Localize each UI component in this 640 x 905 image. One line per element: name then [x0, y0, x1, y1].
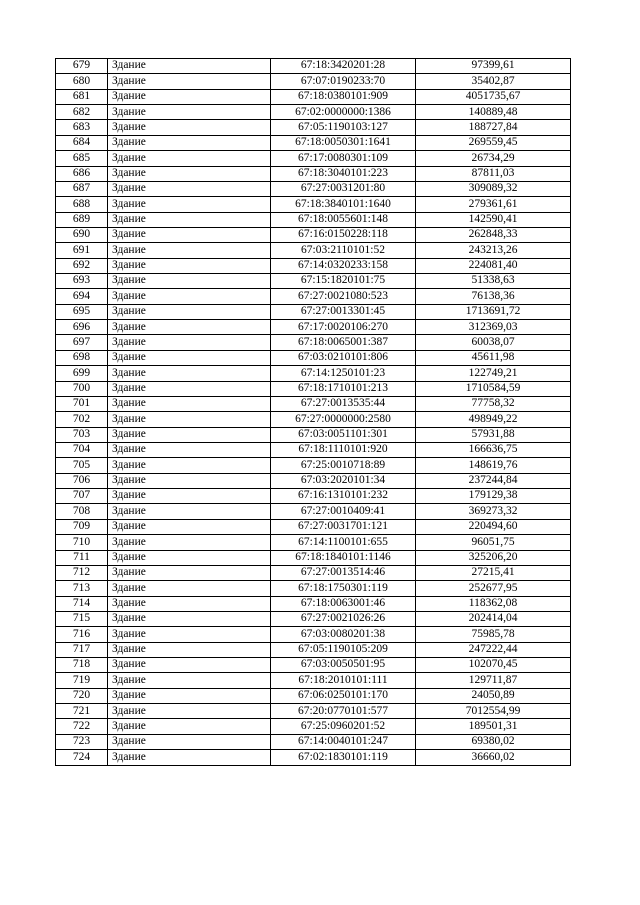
object-type: Здание: [108, 89, 271, 104]
table-row: [56, 688, 571, 703]
table-row: [56, 350, 571, 365]
table-row: [56, 658, 571, 673]
cadastral-number: 67:03:2110101:52: [271, 243, 416, 258]
row-number: 679: [56, 59, 108, 74]
cadastral-value: 97399,61: [416, 59, 571, 74]
cadastral-number: 67:27:0013514:46: [271, 565, 416, 580]
object-type: Здание: [108, 550, 271, 565]
cadastral-value: 57931,88: [416, 427, 571, 442]
row-number: 699: [56, 366, 108, 381]
object-type: Здание: [108, 504, 271, 519]
cadastral-value: 166636,75: [416, 442, 571, 457]
object-type: Здание: [108, 581, 271, 596]
cadastral-value: 26734,29: [416, 151, 571, 166]
cadastral-value: 262848,33: [416, 227, 571, 242]
row-number: 706: [56, 473, 108, 488]
row-number: 703: [56, 427, 108, 442]
table-row: [56, 473, 571, 488]
row-number: 712: [56, 565, 108, 580]
cadastral-value: 24050,89: [416, 688, 571, 703]
row-number: 684: [56, 135, 108, 150]
table-row: [56, 151, 571, 166]
cadastral-number: 67:14:0040101:247: [271, 734, 416, 749]
cadastral-value: 237244,84: [416, 473, 571, 488]
cadastral-number: 67:14:1100101:655: [271, 535, 416, 550]
table-row: [56, 258, 571, 273]
cadastral-number: 67:03:0210101:806: [271, 350, 416, 365]
table-row: [56, 427, 571, 442]
row-number: 723: [56, 734, 108, 749]
cadastral-number: 67:18:1710101:213: [271, 381, 416, 396]
cadastral-number: 67:18:3420201:28: [271, 59, 416, 74]
cadastral-value: 122749,21: [416, 366, 571, 381]
row-number: 713: [56, 581, 108, 596]
row-number: 701: [56, 396, 108, 411]
cadastral-value: 36660,02: [416, 750, 571, 765]
table-row: [56, 442, 571, 457]
cadastral-number: 67:16:1310101:232: [271, 489, 416, 504]
object-type: Здание: [108, 135, 271, 150]
cadastral-value: 77758,32: [416, 396, 571, 411]
row-number: 685: [56, 151, 108, 166]
row-number: 707: [56, 489, 108, 504]
object-type: Здание: [108, 596, 271, 611]
cadastral-value: 102070,45: [416, 658, 571, 673]
table-row: [56, 89, 571, 104]
cadastral-value: 1713691,72: [416, 304, 571, 319]
row-number: 708: [56, 504, 108, 519]
row-number: 724: [56, 750, 108, 765]
object-type: Здание: [108, 565, 271, 580]
object-type: Здание: [108, 627, 271, 642]
table-row: [56, 105, 571, 120]
cadastral-value: 279361,61: [416, 197, 571, 212]
row-number: 693: [56, 274, 108, 289]
table-row: [56, 212, 571, 227]
object-type: Здание: [108, 243, 271, 258]
object-type: Здание: [108, 750, 271, 765]
table-row: [56, 734, 571, 749]
row-number: 680: [56, 74, 108, 89]
cadastral-value: 140889,48: [416, 105, 571, 120]
object-type: Здание: [108, 120, 271, 135]
cadastral-value: 179129,38: [416, 489, 571, 504]
table-row: [56, 381, 571, 396]
cadastral-number: 67:05:1190105:209: [271, 642, 416, 657]
cadastral-value: 45611,98: [416, 350, 571, 365]
table-row: [56, 489, 571, 504]
object-type: Здание: [108, 381, 271, 396]
cadastral-number: 67:16:0150228:118: [271, 227, 416, 242]
object-type: Здание: [108, 335, 271, 350]
cadastral-number: 67:18:3840101:1640: [271, 197, 416, 212]
cadastral-number: 67:18:1750301:119: [271, 581, 416, 596]
table-row: [56, 366, 571, 381]
cadastral-value: 220494,60: [416, 519, 571, 534]
row-number: 694: [56, 289, 108, 304]
cadastral-value: 243213,26: [416, 243, 571, 258]
row-number: 687: [56, 181, 108, 196]
object-type: Здание: [108, 59, 271, 74]
table-row: [56, 719, 571, 734]
table-row: [56, 535, 571, 550]
cadastral-value: 189501,31: [416, 719, 571, 734]
object-type: Здание: [108, 704, 271, 719]
cadastral-number: 67:03:0050501:95: [271, 658, 416, 673]
cadastral-value: 60038,07: [416, 335, 571, 350]
table-row: [56, 458, 571, 473]
cadastral-value: 76138,36: [416, 289, 571, 304]
cadastral-number: 67:18:2010101:111: [271, 673, 416, 688]
row-number: 705: [56, 458, 108, 473]
cadastral-number: 67:27:0010409:41: [271, 504, 416, 519]
table-row: [56, 550, 571, 565]
row-number: 691: [56, 243, 108, 258]
cadastral-value: 1710584,59: [416, 381, 571, 396]
row-number: 714: [56, 596, 108, 611]
row-number: 716: [56, 627, 108, 642]
object-type: Здание: [108, 642, 271, 657]
cadastral-number: 67:02:1830101:119: [271, 750, 416, 765]
cadastral-value: 309089,32: [416, 181, 571, 196]
table-row: [56, 581, 571, 596]
cadastral-value: 312369,03: [416, 320, 571, 335]
object-type: Здание: [108, 458, 271, 473]
cadastral-number: 67:06:0250101:170: [271, 688, 416, 703]
cadastral-number: 67:27:0013535:44: [271, 396, 416, 411]
table-row: [56, 704, 571, 719]
cadastral-value: 118362,08: [416, 596, 571, 611]
table-row: [56, 135, 571, 150]
table-row: [56, 642, 571, 657]
table-row: [56, 181, 571, 196]
cadastral-number: 67:17:0020106:270: [271, 320, 416, 335]
row-number: 717: [56, 642, 108, 657]
row-number: 710: [56, 535, 108, 550]
cadastral-number: 67:18:0063001:46: [271, 596, 416, 611]
row-number: 695: [56, 304, 108, 319]
cadastral-value: 75985,78: [416, 627, 571, 642]
object-type: Здание: [108, 304, 271, 319]
cadastral-value: 188727,84: [416, 120, 571, 135]
table-row: [56, 519, 571, 534]
object-type: Здание: [108, 274, 271, 289]
cadastral-value: 202414,04: [416, 611, 571, 626]
object-type: Здание: [108, 719, 271, 734]
row-number: 690: [56, 227, 108, 242]
cadastral-number: 67:18:0050301:1641: [271, 135, 416, 150]
object-type: Здание: [108, 74, 271, 89]
row-number: 709: [56, 519, 108, 534]
cadastral-number: 67:18:1110101:920: [271, 442, 416, 457]
row-number: 722: [56, 719, 108, 734]
object-type: Здание: [108, 688, 271, 703]
table-row: [56, 289, 571, 304]
table-row: [56, 504, 571, 519]
cadastral-number: 67:27:0000000:2580: [271, 412, 416, 427]
cadastral-number: 67:18:3040101:223: [271, 166, 416, 181]
cadastral-number: 67:27:0013301:45: [271, 304, 416, 319]
row-number: 718: [56, 658, 108, 673]
table-row: [56, 335, 571, 350]
object-type: Здание: [108, 658, 271, 673]
table-row: [56, 59, 571, 74]
object-type: Здание: [108, 442, 271, 457]
cadastral-number: 67:03:2020101:34: [271, 473, 416, 488]
object-type: Здание: [108, 227, 271, 242]
table-row: [56, 396, 571, 411]
row-number: 692: [56, 258, 108, 273]
cadastral-value: 51338,63: [416, 274, 571, 289]
table-row: [56, 74, 571, 89]
row-number: 702: [56, 412, 108, 427]
cadastral-number: 67:20:0770101:577: [271, 704, 416, 719]
cadastral-value: 224081,40: [416, 258, 571, 273]
cadastral-number: 67:05:1190103:127: [271, 120, 416, 135]
object-type: Здание: [108, 289, 271, 304]
cadastral-value: 252677,95: [416, 581, 571, 596]
table-row: [56, 627, 571, 642]
cadastral-number: 67:14:1250101:23: [271, 366, 416, 381]
object-type: Здание: [108, 611, 271, 626]
cadastral-number: 67:25:0010718:89: [271, 458, 416, 473]
object-type: Здание: [108, 427, 271, 442]
cadastral-value: 325206,20: [416, 550, 571, 565]
cadastral-number: 67:27:0031201:80: [271, 181, 416, 196]
row-number: 682: [56, 105, 108, 120]
table-row: [56, 166, 571, 181]
table-row: [56, 120, 571, 135]
cadastral-number: 67:14:0320233:158: [271, 258, 416, 273]
table-row: [56, 304, 571, 319]
object-type: Здание: [108, 258, 271, 273]
object-type: Здание: [108, 673, 271, 688]
row-number: 681: [56, 89, 108, 104]
object-type: Здание: [108, 151, 271, 166]
cadastral-value: 142590,41: [416, 212, 571, 227]
property-table-body: [56, 59, 571, 766]
object-type: Здание: [108, 489, 271, 504]
table-row: [56, 596, 571, 611]
cadastral-number: 67:18:0055601:148: [271, 212, 416, 227]
cadastral-value: 498949,22: [416, 412, 571, 427]
cadastral-value: 129711,87: [416, 673, 571, 688]
object-type: Здание: [108, 181, 271, 196]
cadastral-number: 67:18:0065001:387: [271, 335, 416, 350]
table-row: [56, 673, 571, 688]
object-type: Здание: [108, 350, 271, 365]
cadastral-value: 96051,75: [416, 535, 571, 550]
cadastral-value: 247222,44: [416, 642, 571, 657]
object-type: Здание: [108, 519, 271, 534]
table-row: [56, 320, 571, 335]
table-row: [56, 750, 571, 765]
row-number: 688: [56, 197, 108, 212]
property-table: [55, 58, 571, 766]
object-type: Здание: [108, 197, 271, 212]
table-row: [56, 227, 571, 242]
row-number: 686: [56, 166, 108, 181]
cadastral-number: 67:15:1820101:75: [271, 274, 416, 289]
object-type: Здание: [108, 105, 271, 120]
cadastral-value: 369273,32: [416, 504, 571, 519]
table-row: [56, 611, 571, 626]
row-number: 698: [56, 350, 108, 365]
row-number: 697: [56, 335, 108, 350]
cadastral-number: 67:27:0031701:121: [271, 519, 416, 534]
object-type: Здание: [108, 473, 271, 488]
cadastral-value: 35402,87: [416, 74, 571, 89]
object-type: Здание: [108, 734, 271, 749]
row-number: 696: [56, 320, 108, 335]
cadastral-number: 67:27:0021026:26: [271, 611, 416, 626]
cadastral-number: 67:03:0080201:38: [271, 627, 416, 642]
row-number: 721: [56, 704, 108, 719]
cadastral-number: 67:27:0021080:523: [271, 289, 416, 304]
object-type: Здание: [108, 366, 271, 381]
cadastral-value: 148619,76: [416, 458, 571, 473]
cadastral-number: 67:18:0380101:909: [271, 89, 416, 104]
row-number: 683: [56, 120, 108, 135]
object-type: Здание: [108, 166, 271, 181]
cadastral-value: 7012554,99: [416, 704, 571, 719]
object-type: Здание: [108, 396, 271, 411]
row-number: 700: [56, 381, 108, 396]
cadastral-number: 67:03:0051101:301: [271, 427, 416, 442]
row-number: 715: [56, 611, 108, 626]
cadastral-value: 87811,03: [416, 166, 571, 181]
table-row: [56, 243, 571, 258]
cadastral-value: 4051735,67: [416, 89, 571, 104]
table-row: [56, 274, 571, 289]
cadastral-number: 67:02:0000000:1386: [271, 105, 416, 120]
cadastral-number: 67:18:1840101:1146: [271, 550, 416, 565]
row-number: 719: [56, 673, 108, 688]
table-row: [56, 412, 571, 427]
row-number: 704: [56, 442, 108, 457]
cadastral-value: 69380,02: [416, 734, 571, 749]
object-type: Здание: [108, 412, 271, 427]
object-type: Здание: [108, 320, 271, 335]
table-row: [56, 197, 571, 212]
object-type: Здание: [108, 535, 271, 550]
row-number: 720: [56, 688, 108, 703]
object-type: Здание: [108, 212, 271, 227]
cadastral-value: 269559,45: [416, 135, 571, 150]
cadastral-number: 67:07:0190233:70: [271, 74, 416, 89]
cadastral-number: 67:25:0960201:52: [271, 719, 416, 734]
row-number: 689: [56, 212, 108, 227]
row-number: 711: [56, 550, 108, 565]
cadastral-number: 67:17:0080301:109: [271, 151, 416, 166]
table-row: [56, 565, 571, 580]
cadastral-value: 27215,41: [416, 565, 571, 580]
